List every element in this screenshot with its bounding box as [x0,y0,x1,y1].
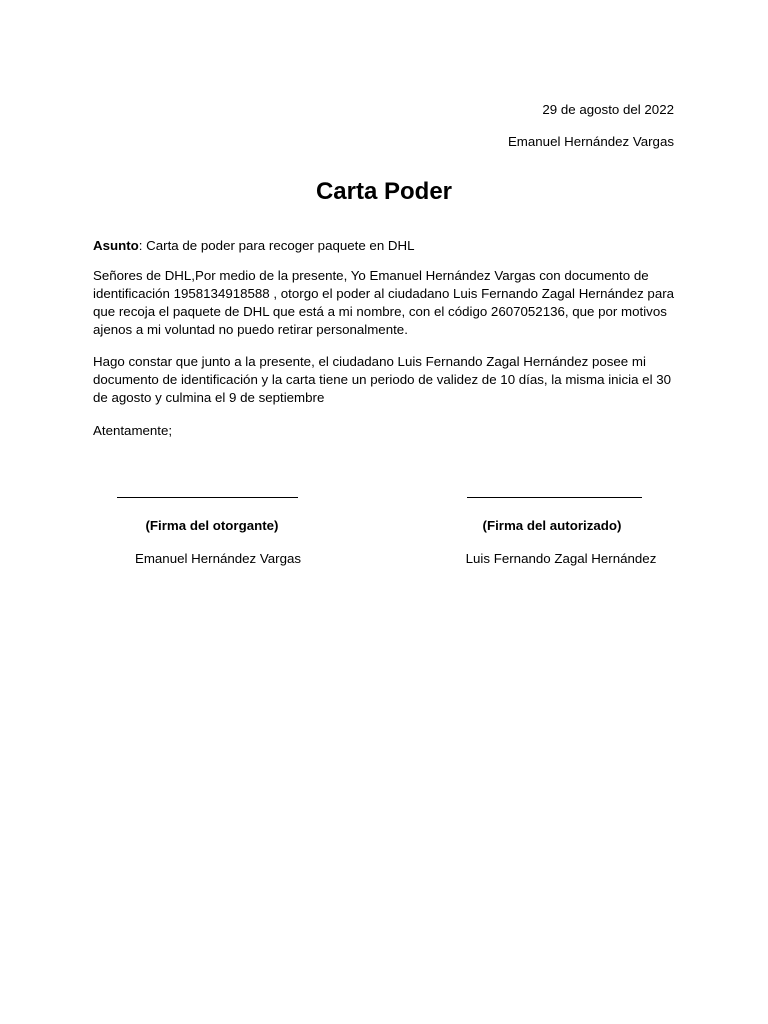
subject-label: Asunto [93,238,139,253]
grantor-signature-line [117,497,298,498]
subject-text: : Carta de poder para recoger paquete en DHL [138,238,415,253]
closing-text: Atentamente; [93,423,173,438]
authorized-signature-label: (Firma del autorizado) [482,518,622,533]
page-title: Carta Poder [315,178,453,205]
authorized-signature-line [467,497,642,498]
letter-date: 29 de agosto del 2022 [542,102,674,117]
body-paragraph-2: Hago constar que junto a la presente, el ciudadano Luis Fernando Zagal Hernández posee mi documento de identificación y la carta tiene un periodo de validez de 10 días, la misma inicia el 30 de agosto y culmina el 9 de septiembre [93,354,672,405]
body-paragraph-1: Señores de DHL,Por medio de la presente, Yo Emanuel Hernández Vargas con documento de identificación 1958134918588 , otorgo el poder al ciudadano Luis Fernando Zagal Hernández para que recoja el paquete de DHL que está a mi nombre, con el código 2607052136, que por motivos ajenos a mi voluntad no puedo retirar personalmente. [93,268,675,337]
sender-name: Emanuel Hernández Vargas [507,134,674,149]
grantor-signature-label: (Firma del otorgante) [145,518,279,533]
authorized-name: Luis Fernando Zagal Hernández [465,551,657,566]
subject-line [93,237,683,255]
grantor-name: Emanuel Hernández Vargas [134,551,302,566]
